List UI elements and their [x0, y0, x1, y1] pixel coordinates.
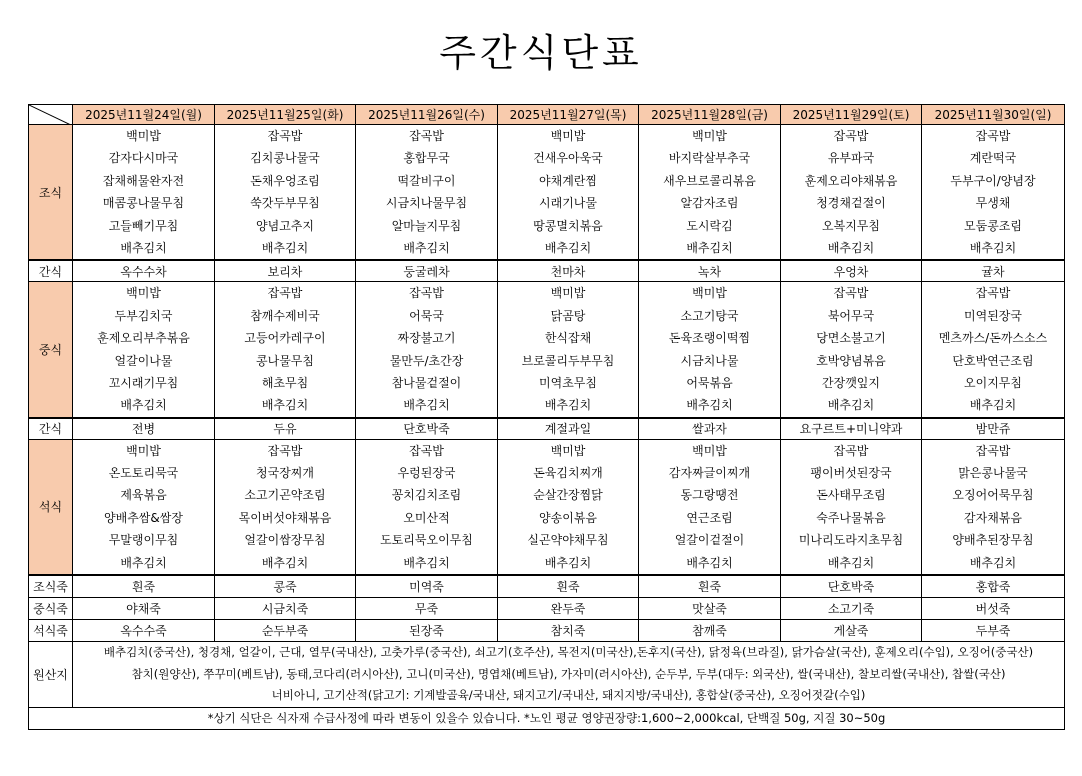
menu-item: 돈채우엉조림 [250, 173, 320, 188]
menu-item: 시금치나물무침 [385, 196, 468, 211]
snack-label: 간식 [29, 418, 73, 440]
meal-label: 조식 [29, 125, 73, 261]
origin-line: 배추김치(중국산), 청경채, 얼갈이, 근대, 열무(국내산), 고춧가루(중국산), 쇠고기(호주산), 목전지(미국산),돈후지(국산), 닭정육(브라질), 닭가슴살(국산), 훈제오리(수입), 오징어(중국산) [103, 645, 1034, 660]
menu-item: 실곤약야채무침 [527, 533, 609, 548]
menu-item: 백미밥 [126, 286, 161, 301]
menu-item: 양배추된장무침 [952, 533, 1034, 548]
menu-item: 시래기나물 [539, 196, 597, 211]
porridge-cell: 옥수수죽 [73, 620, 215, 642]
menu-item: 백미밥 [550, 129, 586, 143]
meal-row [29, 125, 1065, 261]
porridge-cell: 흰죽 [639, 575, 781, 598]
menu-item: 오미산적 [403, 510, 450, 525]
menu-item: 온도토리묵국 [108, 466, 179, 481]
menu-item: 알감자조림 [680, 196, 739, 211]
menu-item: 배추김치 [261, 240, 309, 255]
menu-cell [639, 282, 781, 418]
porridge-label: 중식죽 [29, 598, 73, 620]
origin-row [29, 642, 1065, 708]
menu-item: 도토리묵오이무침 [380, 533, 473, 548]
menu-item: 배추김치 [686, 398, 733, 413]
menu-item: 계란떡국 [969, 151, 1017, 166]
menu-item: 잡곡밥 [267, 129, 303, 143]
menu-item: 고등어카레구이 [244, 331, 326, 346]
snack-cell: 귤차 [922, 260, 1065, 282]
footnote: *상기 식단은 식자재 수급사정에 따라 변동이 있을수 있습니다. *노인 평균 영양권장량:1,600~2,000kcal, 단백질 50g, 지질 30~50g [29, 707, 1065, 729]
snack-cell: 녹차 [639, 260, 781, 282]
porridge-label: 조식죽 [29, 575, 73, 598]
menu-item: 배추김치 [403, 398, 450, 413]
menu-cell [356, 282, 498, 418]
menu-cell [356, 439, 498, 575]
menu-item: 떡갈비구이 [397, 173, 456, 188]
menu-cell [922, 439, 1065, 575]
menu-item: 간장깻잎지 [822, 375, 880, 390]
menu-item: 배추김치 [544, 555, 592, 570]
menu-item: 어묵국 [409, 308, 444, 323]
menu-item: 양배추쌈&쌈장 [104, 510, 183, 525]
weekly-menu-table [28, 104, 1065, 730]
meal-row [29, 439, 1065, 575]
menu-item: 제육볶음 [120, 488, 167, 503]
menu-item: 배추김치 [261, 555, 309, 570]
menu-item: 감자채볶음 [964, 510, 1022, 525]
porridge-row [29, 598, 1065, 620]
menu-item: 건새우아욱국 [533, 151, 603, 166]
snack-cell: 우엉차 [781, 260, 922, 282]
menu-cell [356, 125, 498, 261]
menu-item: 땅콩멸치볶음 [533, 218, 603, 233]
day-header: 2025년11월30일(일) [922, 105, 1065, 125]
snack-cell: 옥수수차 [73, 260, 215, 282]
menu-item: 백미밥 [692, 443, 727, 458]
page-title: 주간식단표 [439, 31, 643, 75]
menu-item: 해초무침 [261, 375, 309, 390]
menu-item: 배추김치 [827, 555, 875, 570]
menu-item: 잡곡밥 [267, 286, 303, 301]
porridge-cell: 버섯죽 [922, 598, 1065, 620]
day-header: 2025년11월28일(금) [639, 105, 781, 125]
menu-item: 잡곡밥 [833, 443, 869, 458]
menu-item: 순살간장찜닭 [533, 488, 603, 503]
menu-item: 짜장불고기 [397, 331, 456, 346]
menu-item: 무말랭이무침 [108, 533, 179, 548]
snack-cell: 두유 [215, 418, 356, 440]
menu-item: 배추김치 [827, 240, 875, 255]
menu-item: 야채계란찜 [539, 173, 597, 188]
menu-item: 브로콜리두부무침 [521, 353, 615, 368]
menu-item: 팽이버섯된장국 [810, 466, 892, 481]
snack-cell: 밤만쥬 [922, 418, 1065, 440]
snack-cell: 계절과일 [498, 418, 639, 440]
menu-item: 백미밥 [126, 443, 161, 458]
menu-item: 미나리도라지초무침 [798, 533, 904, 548]
menu-item: 배추김치 [969, 555, 1017, 570]
note-row [29, 707, 1065, 729]
header-row [29, 105, 1065, 125]
menu-item: 백미밥 [692, 129, 727, 143]
menu-item: 무생채 [975, 196, 1011, 211]
origin-line: 너비아니, 고기산적(닭고기: 기계발골육/국내산, 돼지고기/국내산, 돼지지방/국내산), 홍합살(중국산), 오징어젓갈(수입) [271, 688, 866, 703]
day-header: 2025년11월25일(화) [215, 105, 356, 125]
menu-item: 배추김치 [120, 240, 167, 255]
menu-item: 꼬시래기무침 [108, 375, 179, 390]
menu-item: 맑은콩나물국 [958, 466, 1028, 481]
menu-item: 청국장찌개 [256, 466, 314, 481]
menu-item: 북어무국 [827, 308, 875, 323]
menu-item: 유부파국 [827, 151, 875, 166]
menu-item: 쑥갓두부무침 [250, 196, 320, 211]
porridge-cell: 된장죽 [356, 620, 498, 642]
menu-item: 돈육김치찌개 [533, 466, 603, 481]
menu-item: 백미밥 [550, 286, 586, 301]
menu-item: 참나물겉절이 [391, 375, 462, 390]
menu-cell [922, 282, 1065, 418]
menu-item: 감자다시마국 [108, 151, 179, 166]
menu-item: 배추김치 [686, 240, 733, 255]
menu-cell [781, 439, 922, 575]
porridge-label: 석식죽 [29, 620, 73, 642]
porridge-cell: 무죽 [356, 598, 498, 620]
porridge-cell: 완두죽 [498, 598, 639, 620]
porridge-cell: 순두부죽 [215, 620, 356, 642]
menu-cell [781, 125, 922, 261]
snack-cell: 보리차 [215, 260, 356, 282]
menu-item: 호박양념볶음 [816, 353, 886, 368]
menu-item: 배추김치 [120, 555, 167, 570]
snack-cell: 전병 [73, 418, 215, 440]
origin-text [73, 642, 1065, 708]
snack-cell: 요구르트+미니약과 [781, 418, 922, 440]
menu-item: 감자짜글이찌개 [668, 466, 751, 481]
menu-item: 닭곰탕 [550, 308, 586, 323]
menu-item: 잡곡밥 [833, 286, 869, 301]
menu-item: 백미밥 [126, 129, 161, 143]
meal-row [29, 282, 1065, 418]
menu-item: 우렁된장국 [397, 466, 456, 481]
menu-item: 숙주나물볶음 [816, 510, 886, 525]
menu-item: 배추김치 [969, 240, 1017, 255]
menu-item: 고들빼기무침 [108, 218, 179, 233]
menu-item: 백미밥 [550, 443, 586, 458]
menu-item: 잡곡밥 [409, 129, 444, 143]
menu-cell [498, 282, 639, 418]
menu-item: 새우브로콜리볶음 [663, 173, 756, 188]
day-header: 2025년11월24일(월) [73, 105, 215, 125]
menu-item: 김치콩나물국 [250, 151, 320, 166]
menu-item: 배추김치 [969, 398, 1017, 413]
day-header: 2025년11월26일(수) [356, 105, 498, 125]
menu-item: 잡곡밥 [409, 286, 444, 301]
snack-cell: 단호박죽 [356, 418, 498, 440]
menu-cell [639, 439, 781, 575]
menu-item: 잡채해물완자전 [102, 173, 185, 188]
menu-item: 어묵볶음 [686, 375, 733, 390]
menu-cell [215, 125, 356, 261]
menu-cell [73, 439, 215, 575]
menu-item: 돈사태무조림 [816, 488, 886, 503]
menu-item: 얼갈이쌈장무침 [244, 533, 326, 548]
menu-item: 얼갈이겉절이 [674, 533, 745, 548]
snack-row [29, 418, 1065, 440]
porridge-cell: 야채죽 [73, 598, 215, 620]
porridge-cell: 흰죽 [73, 575, 215, 598]
porridge-cell: 참치죽 [498, 620, 639, 642]
menu-item: 모둠콩조림 [964, 218, 1022, 233]
diagonal-line-icon [29, 105, 73, 125]
menu-item: 두부김치국 [114, 308, 173, 323]
porridge-cell: 홍합죽 [922, 575, 1065, 598]
snack-cell: 천마차 [498, 260, 639, 282]
menu-item: 오이지무침 [964, 375, 1022, 390]
day-header: 2025년11월27일(목) [498, 105, 639, 125]
menu-item: 홍합무국 [403, 151, 450, 166]
menu-item: 배추김치 [827, 398, 875, 413]
menu-item: 미역된장국 [964, 308, 1022, 323]
menu-item: 잡곡밥 [975, 286, 1011, 301]
menu-item: 물만두/초간장 [389, 353, 464, 368]
porridge-cell: 시금치죽 [215, 598, 356, 620]
porridge-cell: 두부죽 [922, 620, 1065, 642]
menu-item: 잡곡밥 [267, 443, 303, 458]
menu-item: 참깨수제비국 [250, 308, 320, 323]
menu-cell [73, 125, 215, 261]
menu-cell [781, 282, 922, 418]
menu-cell [215, 439, 356, 575]
porridge-row [29, 620, 1065, 642]
menu-item: 배추김치 [403, 240, 450, 255]
menu-item: 목이버섯야채볶음 [238, 510, 332, 525]
menu-item: 미역초무침 [539, 375, 597, 390]
menu-item: 백미밥 [692, 286, 727, 301]
menu-cell [498, 125, 639, 261]
snack-cell: 쌀과자 [639, 418, 781, 440]
meal-label: 중식 [29, 282, 73, 418]
snack-cell: 둥굴레차 [356, 260, 498, 282]
porridge-cell: 단호박죽 [781, 575, 922, 598]
corner-cell [29, 105, 73, 125]
menu-item: 잡곡밥 [833, 129, 869, 143]
menu-item: 훈제오리야채볶음 [804, 173, 898, 188]
menu-item: 단호박연근조림 [952, 353, 1034, 368]
menu-item: 얼갈이나물 [114, 353, 173, 368]
menu-item: 도시락김 [686, 218, 733, 233]
menu-item: 배추김치 [261, 398, 309, 413]
menu-item: 배추김치 [544, 240, 592, 255]
menu-item: 시금치나물 [680, 353, 739, 368]
menu-cell [215, 282, 356, 418]
menu-item: 양송이볶음 [539, 510, 597, 525]
porridge-row [29, 575, 1065, 598]
day-header: 2025년11월29일(토) [781, 105, 922, 125]
menu-item: 매콤콩나물무침 [102, 196, 185, 211]
menu-item: 오복지무침 [822, 218, 880, 233]
menu-item: 소고기곤약조림 [244, 488, 326, 503]
porridge-cell: 소고기죽 [781, 598, 922, 620]
menu-item: 잡곡밥 [975, 129, 1011, 143]
menu-cell [639, 125, 781, 261]
menu-item: 배추김치 [403, 555, 450, 570]
porridge-cell: 맛살죽 [639, 598, 781, 620]
menu-item: 당면소불고기 [816, 331, 886, 346]
menu-item: 배추김치 [544, 398, 592, 413]
menu-item: 동그랑땡전 [680, 488, 739, 503]
porridge-cell: 참깨죽 [639, 620, 781, 642]
meal-label: 석식 [29, 439, 73, 575]
menu-item: 알마늘지무침 [391, 218, 462, 233]
porridge-cell: 게살죽 [781, 620, 922, 642]
menu-item: 꽁치김치조림 [391, 488, 462, 503]
menu-item: 배추김치 [686, 555, 733, 570]
porridge-cell: 흰죽 [498, 575, 639, 598]
menu-item: 잡곡밥 [409, 443, 444, 458]
menu-item: 한식잡채 [544, 331, 592, 346]
menu-item: 두부구이/양념장 [950, 173, 1036, 188]
snack-row [29, 260, 1065, 282]
menu-cell [498, 439, 639, 575]
origin-label: 원산지 [29, 642, 73, 708]
origin-line: 참치(원양산), 쭈꾸미(베트남), 동태,코다리(러시아산), 고니(미국산), 명엽채(베트남), 가자미(러시아산), 순두부, 두부(대두: 외국산), 쌀(국내산), 찰보리쌀(국내산), 찹쌀(국산) [131, 666, 1006, 681]
menu-item: 멘츠까스/돈까스소스 [938, 331, 1048, 346]
porridge-cell: 미역죽 [356, 575, 498, 598]
menu-item: 훈제오리부추볶음 [97, 331, 190, 346]
menu-item: 소고기탕국 [680, 308, 739, 323]
snack-label: 간식 [29, 260, 73, 282]
menu-item: 콩나물무침 [256, 353, 314, 368]
porridge-cell: 콩죽 [215, 575, 356, 598]
menu-item: 돈육조랭이떡찜 [668, 331, 751, 346]
menu-item: 배추김치 [120, 398, 167, 413]
menu-item: 연근조림 [686, 510, 733, 525]
menu-item: 잡곡밥 [975, 443, 1011, 458]
menu-item: 바지락살부추국 [668, 151, 751, 166]
menu-cell [922, 125, 1065, 261]
menu-item: 양념고추지 [256, 218, 314, 233]
menu-item: 오징어어묵무침 [952, 488, 1034, 503]
menu-cell [73, 282, 215, 418]
menu-item: 청경채겉절이 [816, 196, 886, 211]
